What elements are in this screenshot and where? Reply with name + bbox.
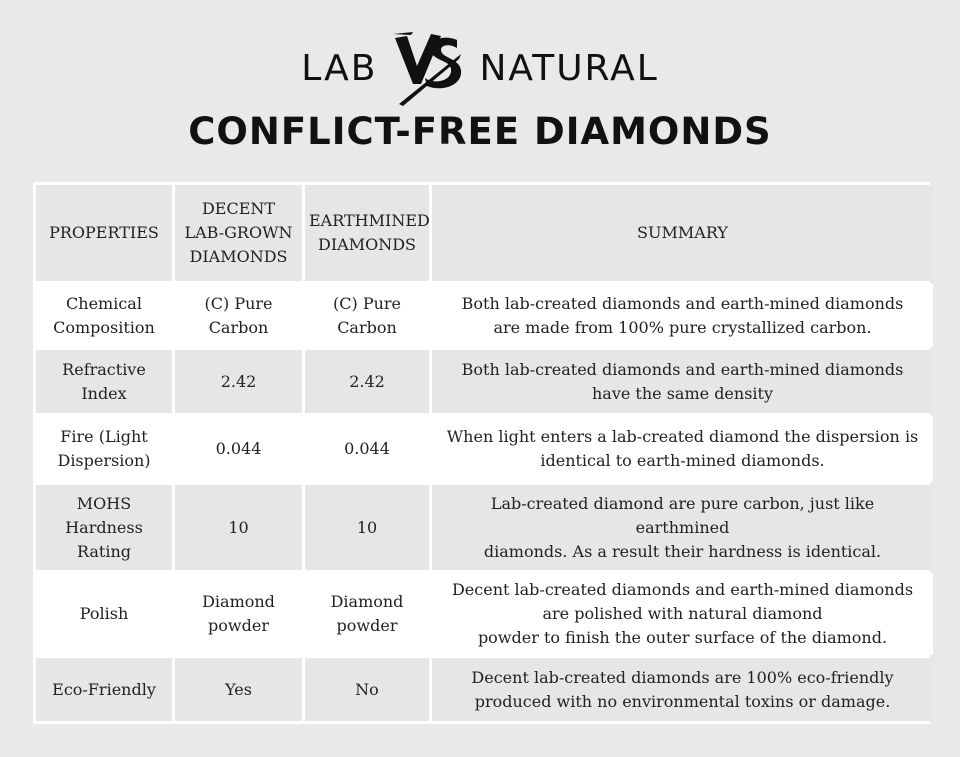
title-natural: NATURAL [479,47,659,89]
table-row [36,658,933,721]
vs-logo-icon [391,26,465,110]
cell-earth: (C) Pure Carbon [305,284,429,347]
cell-earth: Diamond powder [305,573,429,655]
cell-summary: Decent lab-created diamonds are 100% eco-friendly produced with no environmental toxins or damage. [432,658,933,721]
cell-lab: 10 [175,485,302,570]
cell-lab: 2.42 [175,350,302,413]
cell-earth: No [305,658,429,721]
cell-earth: 10 [305,485,429,570]
table-row [36,350,933,413]
cell-lab: Diamond powder [175,573,302,655]
cell-summary: Decent lab-created diamonds and earth-mined diamonds are polished with natural diamond powder to finish the outer surface of the diamond. [432,573,933,655]
column-header-earthmined: EARTHMINED DIAMONDS [305,185,429,281]
title-lab: LAB [301,47,378,89]
cell-property: Chemical Composition [36,284,172,347]
comparison-table [33,182,930,724]
table-row [36,485,933,570]
header-title-row [0,26,960,110]
cell-summary: Lab-created diamond are pure carbon, just like earthmined diamonds. As a result their hardness is identical. [432,485,933,570]
cell-property: Fire (Light Dispersion) [36,416,172,482]
cell-summary: Both lab-created diamonds and earth-mined diamonds are made from 100% pure crystallized carbon. [432,284,933,347]
table-header-row [36,185,933,281]
cell-property: Polish [36,573,172,655]
column-header-properties: PROPERTIES [36,185,172,281]
cell-earth: 0.044 [305,416,429,482]
cell-summary: Both lab-created diamonds and earth-mined diamonds have the same density [432,350,933,413]
table-row [36,573,933,655]
cell-earth: 2.42 [305,350,429,413]
cell-property: MOHS Hardness Rating [36,485,172,570]
cell-lab: (C) Pure Carbon [175,284,302,347]
table-row [36,416,933,482]
cell-summary: When light enters a lab-created diamond the dispersion is identical to earth-mined diamonds. [432,416,933,482]
column-header-lab-grown: DECENT LAB-GROWN DIAMONDS [175,185,302,281]
cell-property: Refractive Index [36,350,172,413]
table-row [36,284,933,347]
comparison-table-grid [33,182,936,724]
cell-property: Eco-Friendly [36,658,172,721]
page-subtitle: CONFLICT-FREE DIAMONDS [188,110,772,153]
cell-lab: 0.044 [175,416,302,482]
cell-lab: Yes [175,658,302,721]
column-header-summary: SUMMARY [432,185,933,281]
